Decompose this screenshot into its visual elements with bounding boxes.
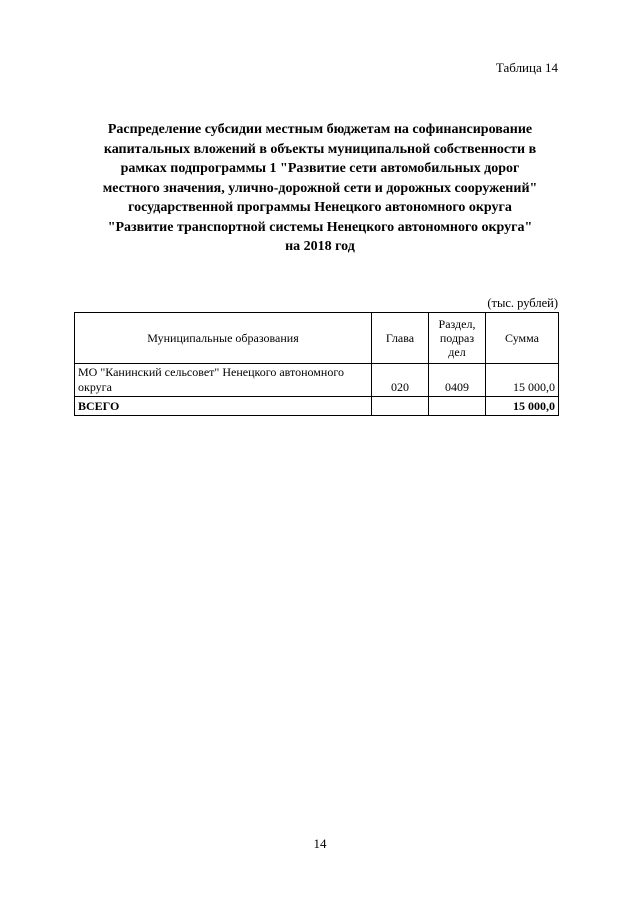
title-line: Распределение субсидии местным бюджетам на софинансирование (107, 122, 533, 137)
table-row (75, 364, 559, 397)
header-section-line: Раздел, (438, 317, 476, 331)
row-chapter: 020 (372, 364, 429, 397)
units-label: (тыс. рублей) (487, 296, 558, 310)
page-number: 14 (313, 836, 327, 851)
title-line: на 2018 год (285, 239, 355, 254)
title-line: рамках подпрограммы 1 "Развитие сети автомобильных дорог (120, 161, 520, 176)
total-chapter-empty (372, 397, 429, 416)
header-chapter: Глава (372, 313, 429, 364)
header-municipality: Муниципальные образования (75, 313, 372, 364)
document-title (60, 120, 580, 257)
header-section (429, 313, 486, 364)
total-label: ВСЕГО (75, 397, 372, 416)
subsidy-table (74, 312, 559, 416)
total-section-empty (429, 397, 486, 416)
row-section: 0409 (429, 364, 486, 397)
title-line: местного значения, улично-дорожной сети и дорожных сооружений" (102, 180, 538, 196)
header-amount: Сумма (486, 313, 559, 364)
table-header-row (75, 313, 559, 364)
table-number-label: Таблица 14 (495, 60, 558, 75)
title-line: капитальных вложений в объекты муниципальной собственности в (103, 141, 537, 157)
total-row (75, 397, 559, 416)
header-section-line: дел (448, 345, 466, 359)
title-line: государственной программы Ненецкого автономного округа (128, 200, 512, 215)
title-line: "Развитие транспортной системы Ненецкого автономного округа" (107, 219, 533, 235)
row-municipality: МО "Канинский сельсовет" Ненецкого автономного округа (75, 364, 372, 397)
row-amount: 15 000,0 (486, 364, 559, 397)
header-section-line: подраз (439, 331, 475, 345)
total-amount: 15 000,0 (486, 397, 559, 416)
